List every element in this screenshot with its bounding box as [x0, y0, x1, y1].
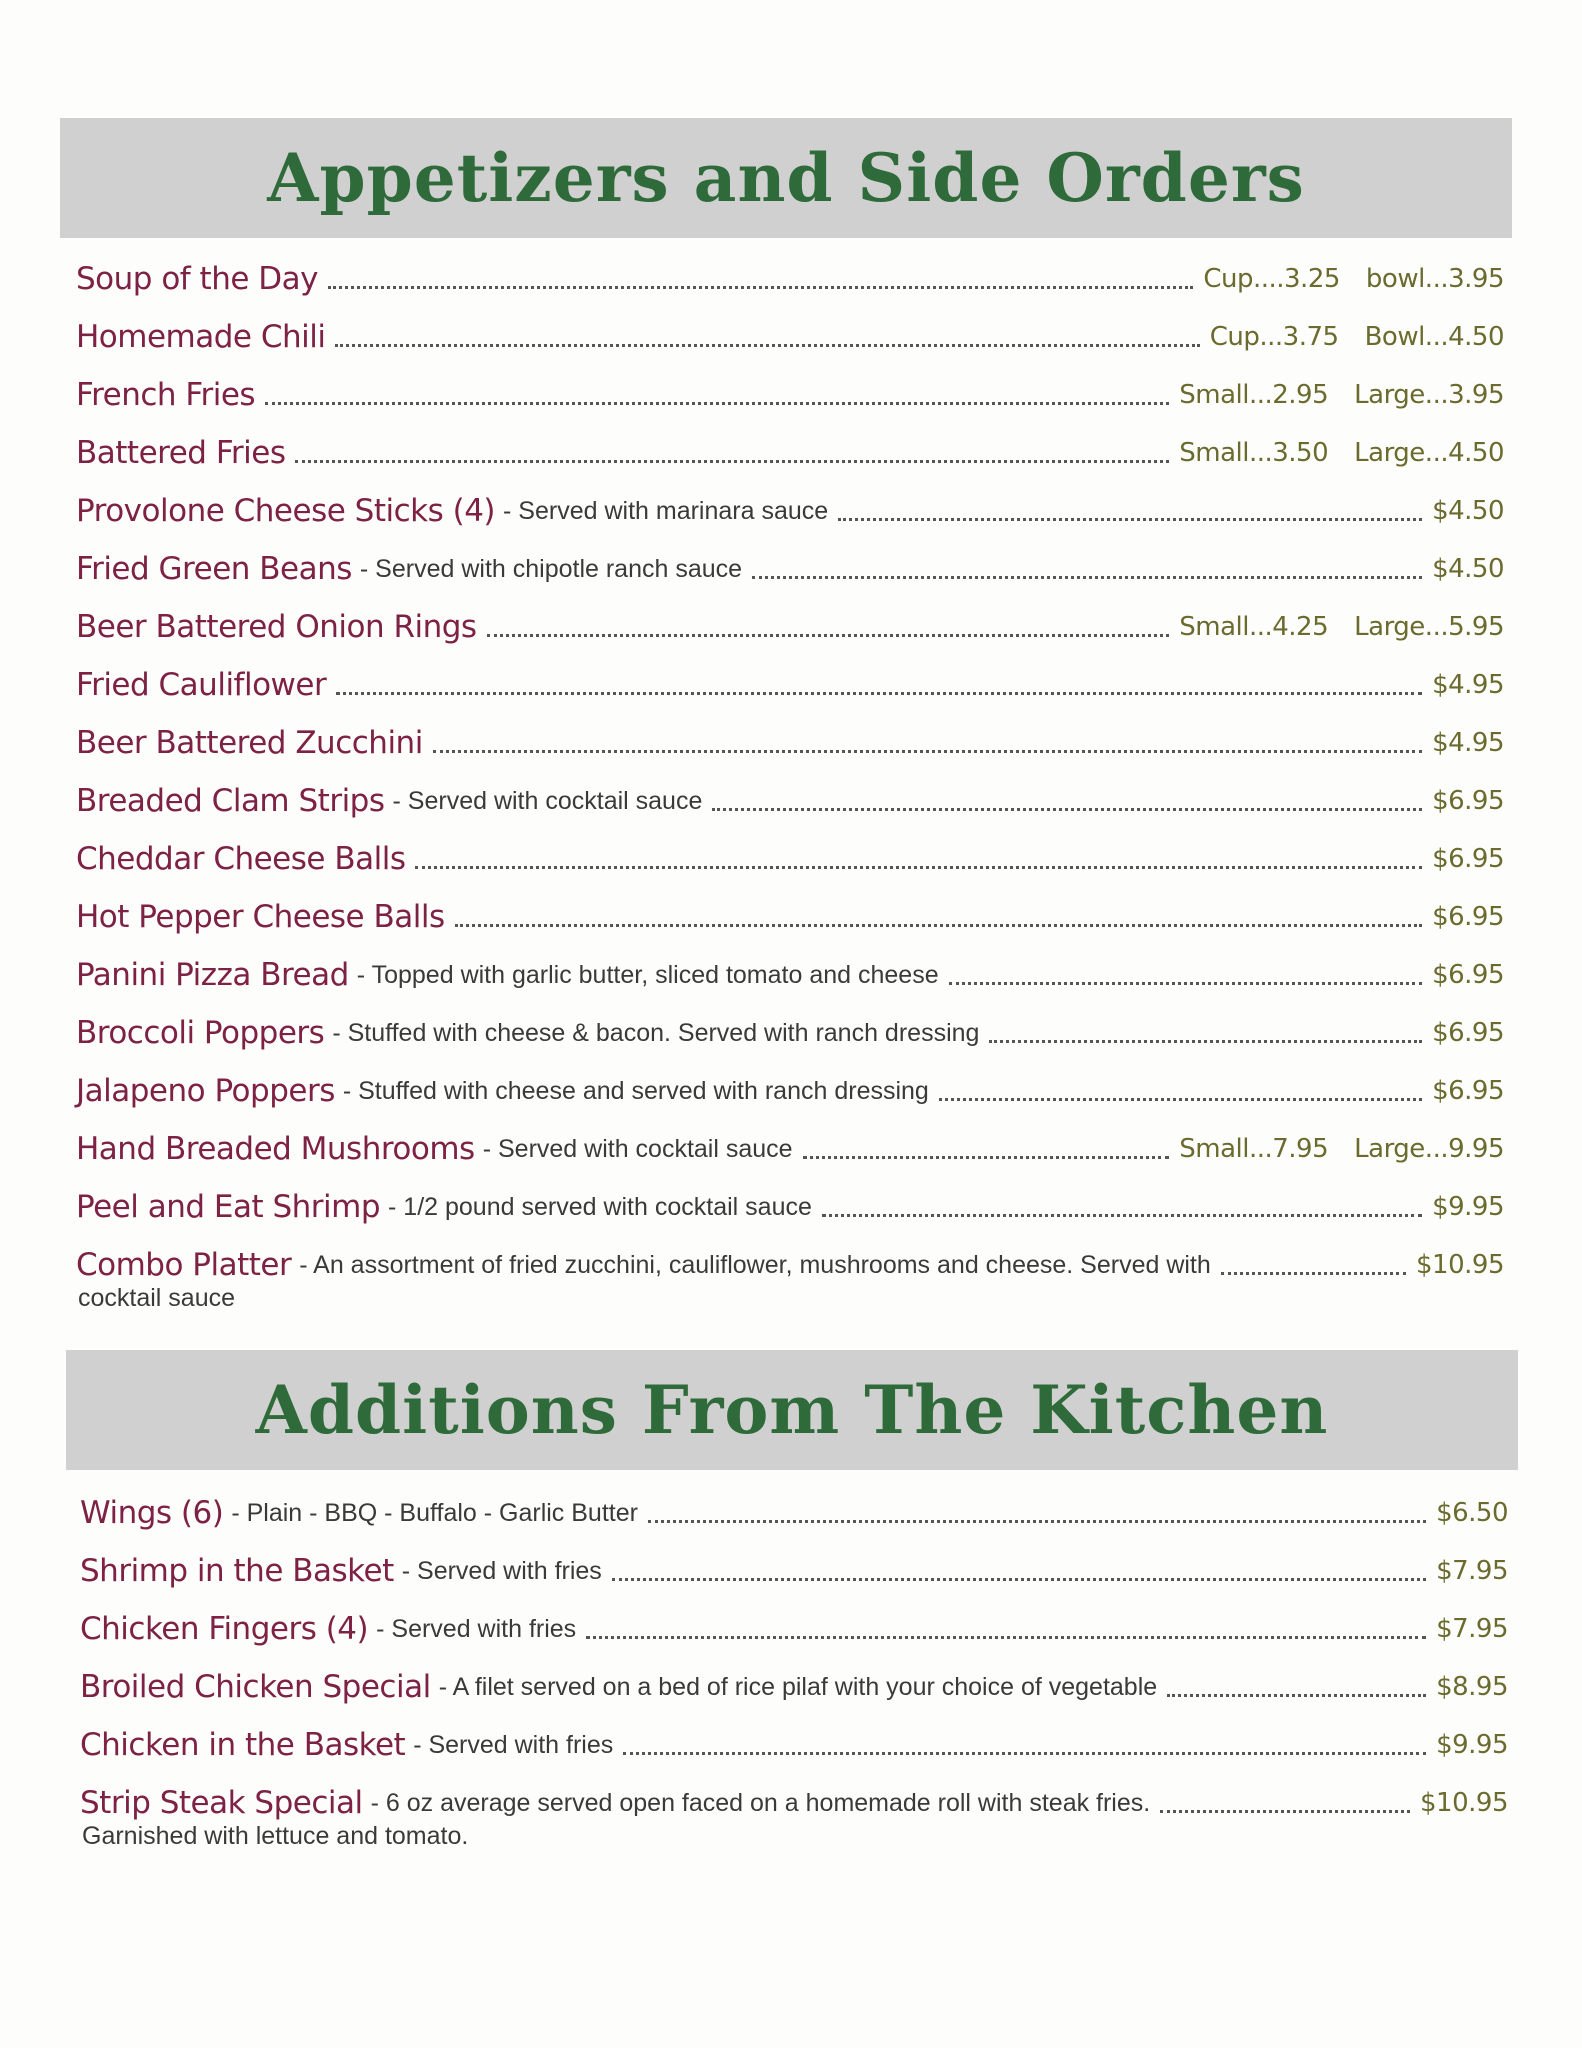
- menu-item: [76, 308, 1504, 366]
- price-primary: Small...3.50: [1179, 438, 1329, 468]
- dot-leader: [586, 1636, 1426, 1639]
- dot-leader: [328, 286, 1193, 289]
- item-description: - Served with marinara sauce: [503, 496, 829, 525]
- menu-item: [76, 598, 1504, 656]
- price-secondary: Large...3.95: [1354, 380, 1504, 410]
- item-name: Wings (6): [80, 1495, 224, 1531]
- price-primary: $7.95: [1436, 1556, 1508, 1586]
- item-description: - Served with fries: [413, 1730, 614, 1759]
- item-name: Fried Cauliflower: [76, 667, 327, 703]
- price-secondary: Large...4.50: [1354, 438, 1504, 468]
- price-primary: $4.95: [1432, 670, 1504, 700]
- item-name: Breaded Clam Strips: [76, 783, 385, 819]
- dot-leader: [433, 750, 1422, 753]
- price-primary: $6.50: [1436, 1498, 1508, 1528]
- dot-leader: [838, 518, 1422, 521]
- section-title: Additions From The Kitchen: [255, 1371, 1329, 1449]
- item-name: Combo Platter: [76, 1247, 292, 1283]
- item-name: Provolone Cheese Sticks (4): [76, 493, 496, 529]
- dot-leader: [455, 924, 1422, 927]
- price-primary: $4.95: [1432, 728, 1504, 758]
- dot-leader: [1167, 1694, 1426, 1697]
- item-name: Broccoli Poppers: [76, 1015, 325, 1051]
- item-price: [1436, 1498, 1508, 1528]
- item-name: Jalapeno Poppers: [76, 1073, 335, 1109]
- menu-item: [76, 1004, 1504, 1062]
- section-title: Appetizers and Side Orders: [267, 139, 1305, 217]
- item-name: Beer Battered Onion Rings: [76, 609, 477, 645]
- item-name: French Fries: [76, 377, 256, 413]
- item-name: Fried Green Beans: [76, 551, 352, 587]
- menu-list-appetizers: [76, 250, 1504, 1312]
- item-name: Hot Pepper Cheese Balls: [76, 899, 445, 935]
- dot-leader: [648, 1520, 1426, 1523]
- item-price: [1436, 1672, 1508, 1702]
- price-primary: $6.95: [1432, 1018, 1504, 1048]
- price-primary: Cup....3.25: [1203, 264, 1340, 294]
- item-price: [1432, 554, 1504, 584]
- dot-leader: [623, 1752, 1426, 1755]
- item-price: [1432, 1192, 1504, 1222]
- dot-leader: [939, 1098, 1422, 1101]
- price-primary: $6.95: [1432, 1076, 1504, 1106]
- menu-item: [76, 424, 1504, 482]
- item-description: - Stuffed with cheese & bacon. Served with ranch dressing: [332, 1018, 980, 1047]
- price-secondary: Bowl...4.50: [1364, 322, 1504, 352]
- menu-item: [80, 1658, 1508, 1716]
- item-price: [1210, 322, 1504, 352]
- price-secondary: Large...9.95: [1354, 1134, 1504, 1164]
- menu-item: [76, 1178, 1504, 1236]
- item-description: - Stuffed with cheese and served with ranch dressing: [342, 1076, 929, 1105]
- price-primary: $6.95: [1432, 786, 1504, 816]
- item-name: Shrimp in the Basket: [80, 1553, 394, 1589]
- item-description: - Topped with garlic butter, sliced tomato and cheese: [356, 960, 939, 989]
- dot-leader: [1221, 1272, 1406, 1275]
- price-primary: $10.95: [1416, 1250, 1504, 1280]
- price-primary: Small...4.25: [1179, 612, 1329, 642]
- dot-leader: [265, 402, 1169, 405]
- section-banner-appetizers: [60, 118, 1512, 238]
- price-primary: $9.95: [1436, 1730, 1508, 1760]
- menu-item: [80, 1542, 1508, 1600]
- section-banner-additions: [66, 1350, 1518, 1470]
- item-price: [1420, 1788, 1508, 1818]
- item-price: [1179, 612, 1504, 642]
- item-description: - Served with cocktail sauce: [392, 786, 703, 815]
- dot-leader: [295, 460, 1169, 463]
- item-name: Chicken Fingers (4): [80, 1611, 369, 1647]
- menu-item: [80, 1774, 1508, 1850]
- item-price: [1179, 1134, 1504, 1164]
- dot-leader: [1160, 1810, 1410, 1813]
- price-primary: $4.50: [1432, 554, 1504, 584]
- item-name: Homemade Chili: [76, 319, 326, 355]
- item-price: [1416, 1250, 1504, 1280]
- item-price: [1432, 1018, 1504, 1048]
- dot-leader: [803, 1156, 1170, 1159]
- dot-leader: [822, 1214, 1422, 1217]
- menu-item: [80, 1716, 1508, 1774]
- item-price: [1432, 496, 1504, 526]
- menu-item: [76, 830, 1504, 888]
- dot-leader: [487, 634, 1170, 637]
- menu-item: [80, 1484, 1508, 1542]
- menu-item: [76, 1236, 1504, 1312]
- menu-item: [76, 888, 1504, 946]
- menu-item: [76, 1062, 1504, 1120]
- menu-item: [76, 772, 1504, 830]
- item-price: [1179, 380, 1504, 410]
- item-name: Peel and Eat Shrimp: [76, 1189, 381, 1225]
- item-name: Soup of the Day: [76, 261, 318, 297]
- menu-item: [76, 366, 1504, 424]
- item-price: [1179, 438, 1504, 468]
- item-description-continued: Garnished with lettuce and tomato.: [82, 1822, 469, 1850]
- price-primary: $4.50: [1432, 496, 1504, 526]
- item-price: [1432, 786, 1504, 816]
- dot-leader: [415, 866, 1422, 869]
- menu-item: [76, 946, 1504, 1004]
- dot-leader: [989, 1040, 1422, 1043]
- price-primary: $10.95: [1420, 1788, 1508, 1818]
- dot-leader: [335, 344, 1199, 347]
- item-price: [1432, 902, 1504, 932]
- price-primary: Cup...3.75: [1209, 322, 1339, 352]
- item-price: [1432, 728, 1504, 758]
- item-description: - An assortment of fried zucchini, cauliflower, mushrooms and cheese. Served with: [299, 1250, 1211, 1279]
- item-description-continued: cocktail sauce: [78, 1284, 236, 1312]
- price-primary: $6.95: [1432, 960, 1504, 990]
- menu-item: [76, 250, 1504, 308]
- dot-leader: [336, 692, 1422, 695]
- dot-leader: [752, 576, 1422, 579]
- item-name: Battered Fries: [76, 435, 286, 471]
- dot-leader: [949, 982, 1422, 985]
- item-name: Broiled Chicken Special: [80, 1669, 431, 1705]
- item-name: Beer Battered Zucchini: [76, 725, 423, 761]
- item-description: - 1/2 pound served with cocktail sauce: [388, 1192, 812, 1221]
- item-description: - A filet served on a bed of rice pilaf with your choice of vegetable: [438, 1672, 1158, 1701]
- menu-item: [76, 540, 1504, 598]
- item-name: Panini Pizza Bread: [76, 957, 349, 993]
- menu-item: [76, 656, 1504, 714]
- dot-leader: [712, 808, 1422, 811]
- menu-item: [80, 1600, 1508, 1658]
- dot-leader: [612, 1578, 1426, 1581]
- item-price: [1203, 264, 1504, 294]
- menu-list-additions: [80, 1484, 1508, 1850]
- item-description: - Served with fries: [376, 1614, 577, 1643]
- item-description: - Served with fries: [401, 1556, 602, 1585]
- menu-item: [76, 1120, 1504, 1178]
- price-secondary: bowl...3.95: [1365, 264, 1504, 294]
- item-name: Strip Steak Special: [80, 1785, 363, 1821]
- item-description: - Served with cocktail sauce: [482, 1134, 793, 1163]
- item-price: [1436, 1730, 1508, 1760]
- item-price: [1432, 960, 1504, 990]
- item-name: Chicken in the Basket: [80, 1727, 406, 1763]
- item-name: Cheddar Cheese Balls: [76, 841, 406, 877]
- item-name: Hand Breaded Mushrooms: [76, 1131, 475, 1167]
- item-description: - 6 oz average served open faced on a homemade roll with steak fries.: [370, 1788, 1151, 1817]
- menu-item: [76, 482, 1504, 540]
- price-secondary: Large...5.95: [1354, 612, 1504, 642]
- item-price: [1436, 1556, 1508, 1586]
- price-primary: $6.95: [1432, 902, 1504, 932]
- price-primary: $8.95: [1436, 1672, 1508, 1702]
- price-primary: Small...2.95: [1179, 380, 1329, 410]
- item-price: [1436, 1614, 1508, 1644]
- price-primary: $9.95: [1432, 1192, 1504, 1222]
- price-primary: $7.95: [1436, 1614, 1508, 1644]
- item-price: [1432, 844, 1504, 874]
- item-price: [1432, 1076, 1504, 1106]
- price-primary: $6.95: [1432, 844, 1504, 874]
- price-primary: Small...7.95: [1179, 1134, 1329, 1164]
- menu-item: [76, 714, 1504, 772]
- item-description: - Served with chipotle ranch sauce: [359, 554, 743, 583]
- item-price: [1432, 670, 1504, 700]
- item-description: - Plain - BBQ - Buffalo - Garlic Butter: [231, 1498, 638, 1527]
